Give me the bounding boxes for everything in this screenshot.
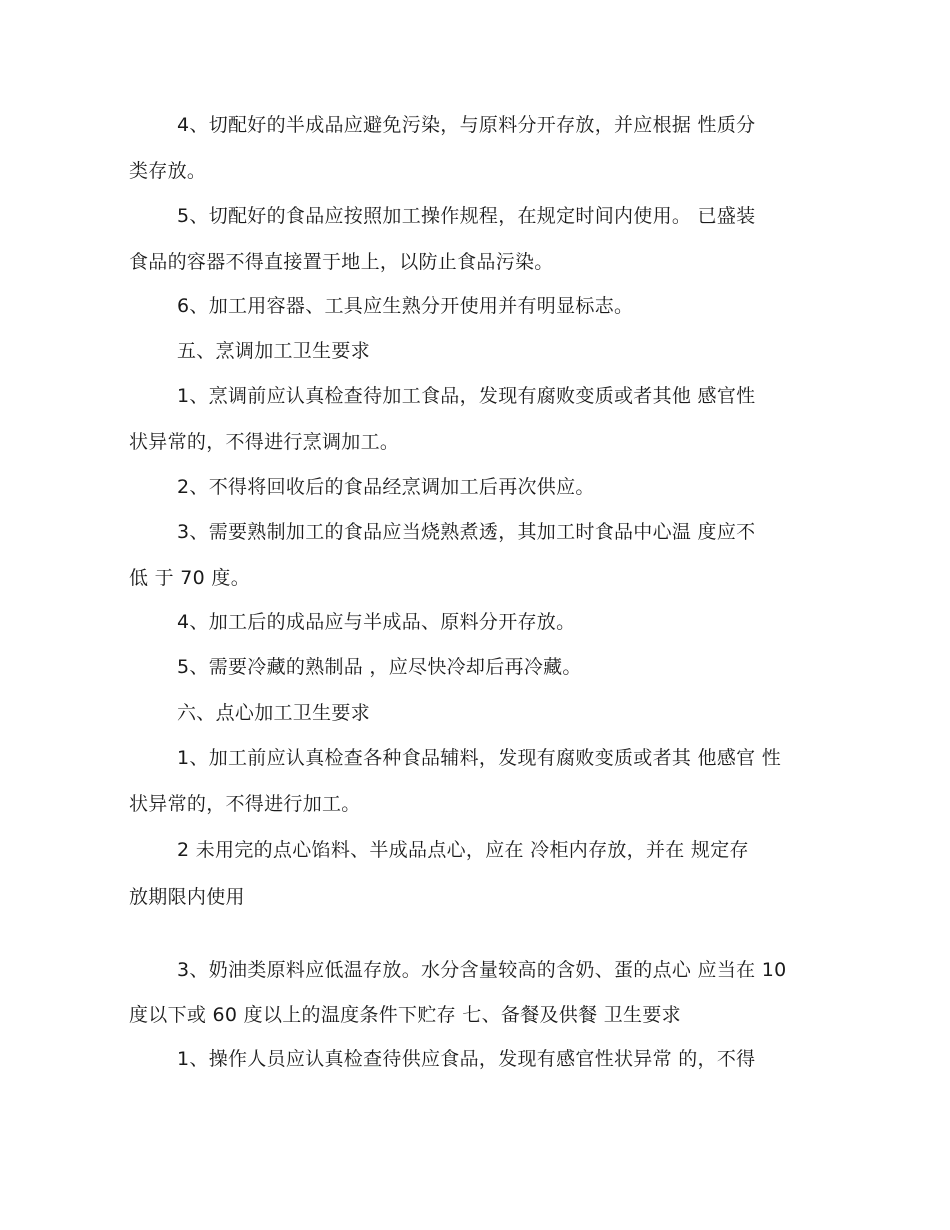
paragraph-line: 2、不得将回收后的食品经烹调加工后再次供应。 [177,476,595,498]
paragraph-line: 2 未用完的点心馅料、半成品点心，应在 冷柜内存放，并在 规定存 [177,839,749,861]
paragraph-line: 度以下或 60 度以上的温度条件下贮存 七、备餐及供餐 卫生要求 [129,1004,681,1026]
paragraph-line: 低 于 70 度。 [129,567,250,589]
paragraph-line: 5、切配好的食品应按照加工操作规程，在规定时间内使用。 已盛装 [177,205,756,227]
paragraph-line: 6、加工用容器、工具应生熟分开使用并有明显标志。 [177,295,634,317]
section-heading: 五、烹调加工卫生要求 [177,340,371,362]
paragraph-line: 1、操作人员应认真检查待供应食品，发现有感官性状异常 的，不得 [177,1048,756,1070]
section-heading: 六、点心加工卫生要求 [177,702,371,724]
paragraph-line: 类存放。 [129,160,207,182]
paragraph-line: 1、加工前应认真检查各种食品辅料，发现有腐败变质或者其 他感官 性 [177,747,782,769]
paragraph-line: 1、烹调前应认真检查待加工食品，发现有腐败变质或者其他 感官性 [177,385,756,407]
paragraph-line: 食品的容器不得直接置于地上，以防止食品污染。 [129,251,554,273]
paragraph-line: 3、奶油类原料应低温存放。水分含量较高的含奶、蛋的点心 应当在 10 [177,959,787,981]
paragraph-line: 状异常的，不得进行烹调加工。 [129,431,400,453]
paragraph-line: 3、需要熟制加工的食品应当烧熟煮透，其加工时食品中心温 度应不 [177,521,756,543]
paragraph-line: 4、加工后的成品应与半成品、原料分开存放。 [177,611,576,633]
paragraph-line: 放期限内使用 [129,886,245,908]
paragraph-line: 状异常的，不得进行加工。 [129,793,361,815]
paragraph-line: 5、需要冷藏的熟制品 ，应尽快冷却后再冷藏。 [177,656,582,678]
paragraph-line: 4、切配好的半成品应避免污染，与原料分开存放，并应根据 性质分 [177,114,756,136]
